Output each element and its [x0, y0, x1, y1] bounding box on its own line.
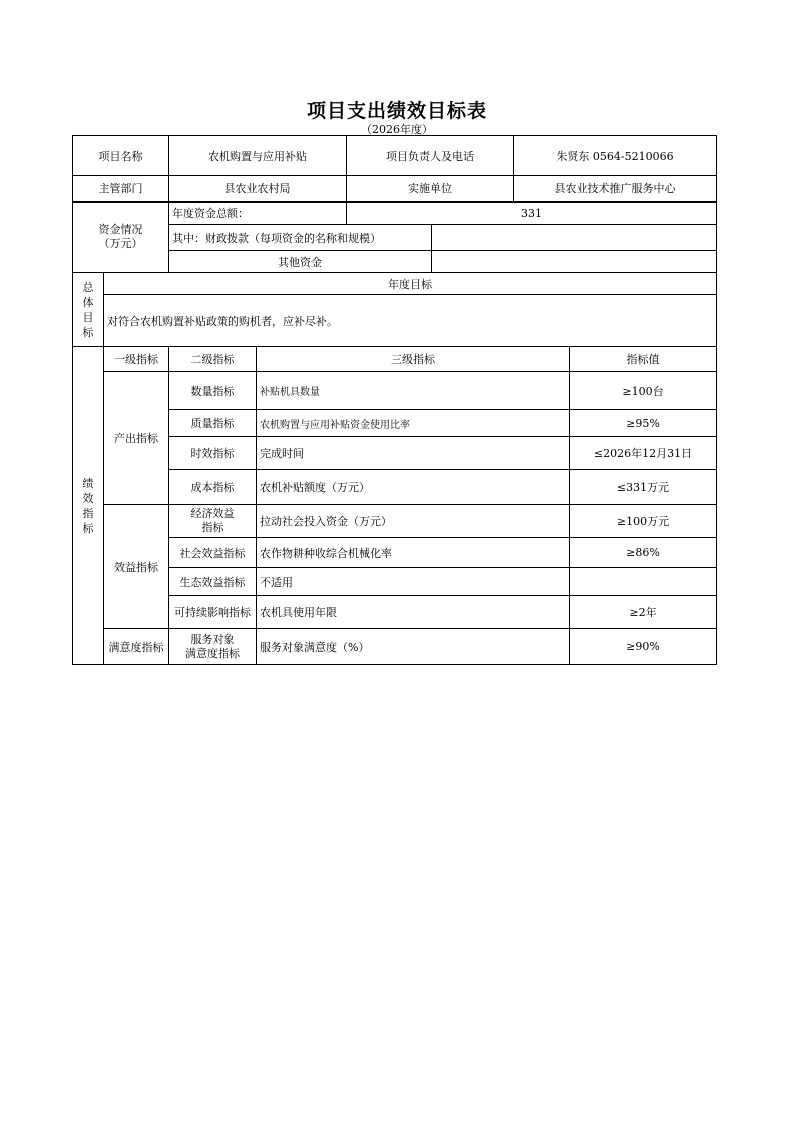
performance-table	[72, 346, 717, 665]
impl-value: 县农业技术推广服务中心	[514, 176, 717, 202]
project-name-value: 农机购置与应用补贴	[169, 136, 347, 176]
level3-cell: 农机具使用年限	[257, 596, 570, 629]
table-row	[73, 538, 717, 568]
level2-cell: 时效指标	[169, 437, 257, 470]
funds-fiscal-value	[432, 225, 717, 251]
funds-label-line1: 资金情况	[98, 223, 143, 236]
funds-total-value: 331	[347, 202, 717, 225]
overall-label-char: 目	[82, 310, 94, 324]
value-cell	[570, 568, 717, 596]
funds-other-value	[432, 251, 717, 273]
level2-cell	[169, 629, 257, 665]
funds-label	[73, 202, 169, 273]
group-output: 产出指标	[104, 372, 169, 505]
table-row	[73, 372, 717, 410]
overall-label-char: 体	[82, 295, 94, 309]
value-cell: ≥90%	[570, 629, 717, 665]
level3-cell: 不适用	[257, 568, 570, 596]
level2-cell: 可持续影响指标	[169, 596, 257, 629]
level2-line: 服务对象	[190, 632, 235, 646]
overall-label	[73, 273, 104, 347]
value-cell: ≥95%	[570, 410, 717, 437]
level3-cell: 拉动社会投入资金（万元）	[257, 505, 570, 538]
value-cell: ≤331万元	[570, 470, 717, 505]
funds-other-label: 其他资金	[169, 251, 432, 273]
perf-label-char: 指	[82, 506, 94, 520]
overall-label-char: 标	[82, 325, 94, 339]
dept-label: 主管部门	[73, 176, 169, 202]
level3-cell: 农作物耕种收综合机械化率	[257, 538, 570, 568]
level2-line: 满意度指标	[185, 646, 240, 660]
table-row	[73, 410, 717, 437]
level3-cell: 农机补贴额度（万元）	[257, 470, 570, 505]
responsible-label: 项目负责人及电话	[347, 136, 514, 176]
perf-label-char: 效	[82, 491, 94, 505]
impl-label: 实施单位	[347, 176, 514, 202]
header-level3: 三级指标	[257, 347, 570, 372]
page-title: 项目支出绩效目标表	[306, 100, 487, 122]
perf-label	[73, 347, 104, 665]
funds-fiscal-label: 其中：财政拨款（每项资金的名称和规模）	[169, 225, 432, 251]
group-satisfaction: 满意度指标	[104, 629, 169, 665]
level3-cell: 服务对象满意度（%）	[257, 629, 570, 665]
level2-cell: 社会效益指标	[169, 538, 257, 568]
perf-label-char: 绩	[82, 476, 94, 490]
level2-cell	[169, 505, 257, 538]
project-name-label: 项目名称	[73, 136, 169, 176]
value-cell: ≥86%	[570, 538, 717, 568]
header-level1: 一级指标	[104, 347, 169, 372]
project-info-table	[72, 135, 717, 203]
value-cell: ≥100台	[570, 372, 717, 410]
level3-cell: 农机购置与应用补贴资金使用比率	[257, 410, 570, 437]
table-row	[73, 437, 717, 470]
level2-line: 经济效益	[190, 507, 235, 520]
funds-label-line2: （万元）	[98, 237, 143, 250]
responsible-value: 朱贤东 0564-5210066	[514, 136, 717, 176]
value-cell: ≥100万元	[570, 505, 717, 538]
dept-value: 县农业农村局	[169, 176, 347, 202]
table-row	[73, 596, 717, 629]
table-row	[73, 568, 717, 596]
level2-line: 指标	[201, 521, 224, 534]
level3-cell: 补贴机具数量	[257, 372, 570, 410]
value-cell: ≤2026年12月31日	[570, 437, 717, 470]
table-row	[73, 505, 717, 538]
overall-header: 年度目标	[104, 273, 717, 295]
funds-total-label: 年度资金总额：	[169, 202, 347, 225]
value-cell: ≥2年	[570, 596, 717, 629]
funds-table	[72, 201, 717, 273]
level2-cell: 生态效益指标	[169, 568, 257, 596]
header-value: 指标值	[570, 347, 717, 372]
overall-label-char: 总	[82, 280, 94, 294]
level2-cell: 质量指标	[169, 410, 257, 437]
perf-label-char: 标	[82, 521, 94, 535]
level2-cell: 数量指标	[169, 372, 257, 410]
overall-target-table	[72, 272, 717, 347]
table-row	[73, 470, 717, 505]
overall-text: 对符合农机购置补贴政策的购机者，应补尽补。	[104, 295, 717, 347]
level3-cell: 完成时间	[257, 437, 570, 470]
table-row	[73, 629, 717, 665]
group-benefit: 效益指标	[104, 505, 169, 629]
page-subtitle: （2026年度）	[361, 123, 433, 136]
header-level2: 二级指标	[169, 347, 257, 372]
level2-cell: 成本指标	[169, 470, 257, 505]
